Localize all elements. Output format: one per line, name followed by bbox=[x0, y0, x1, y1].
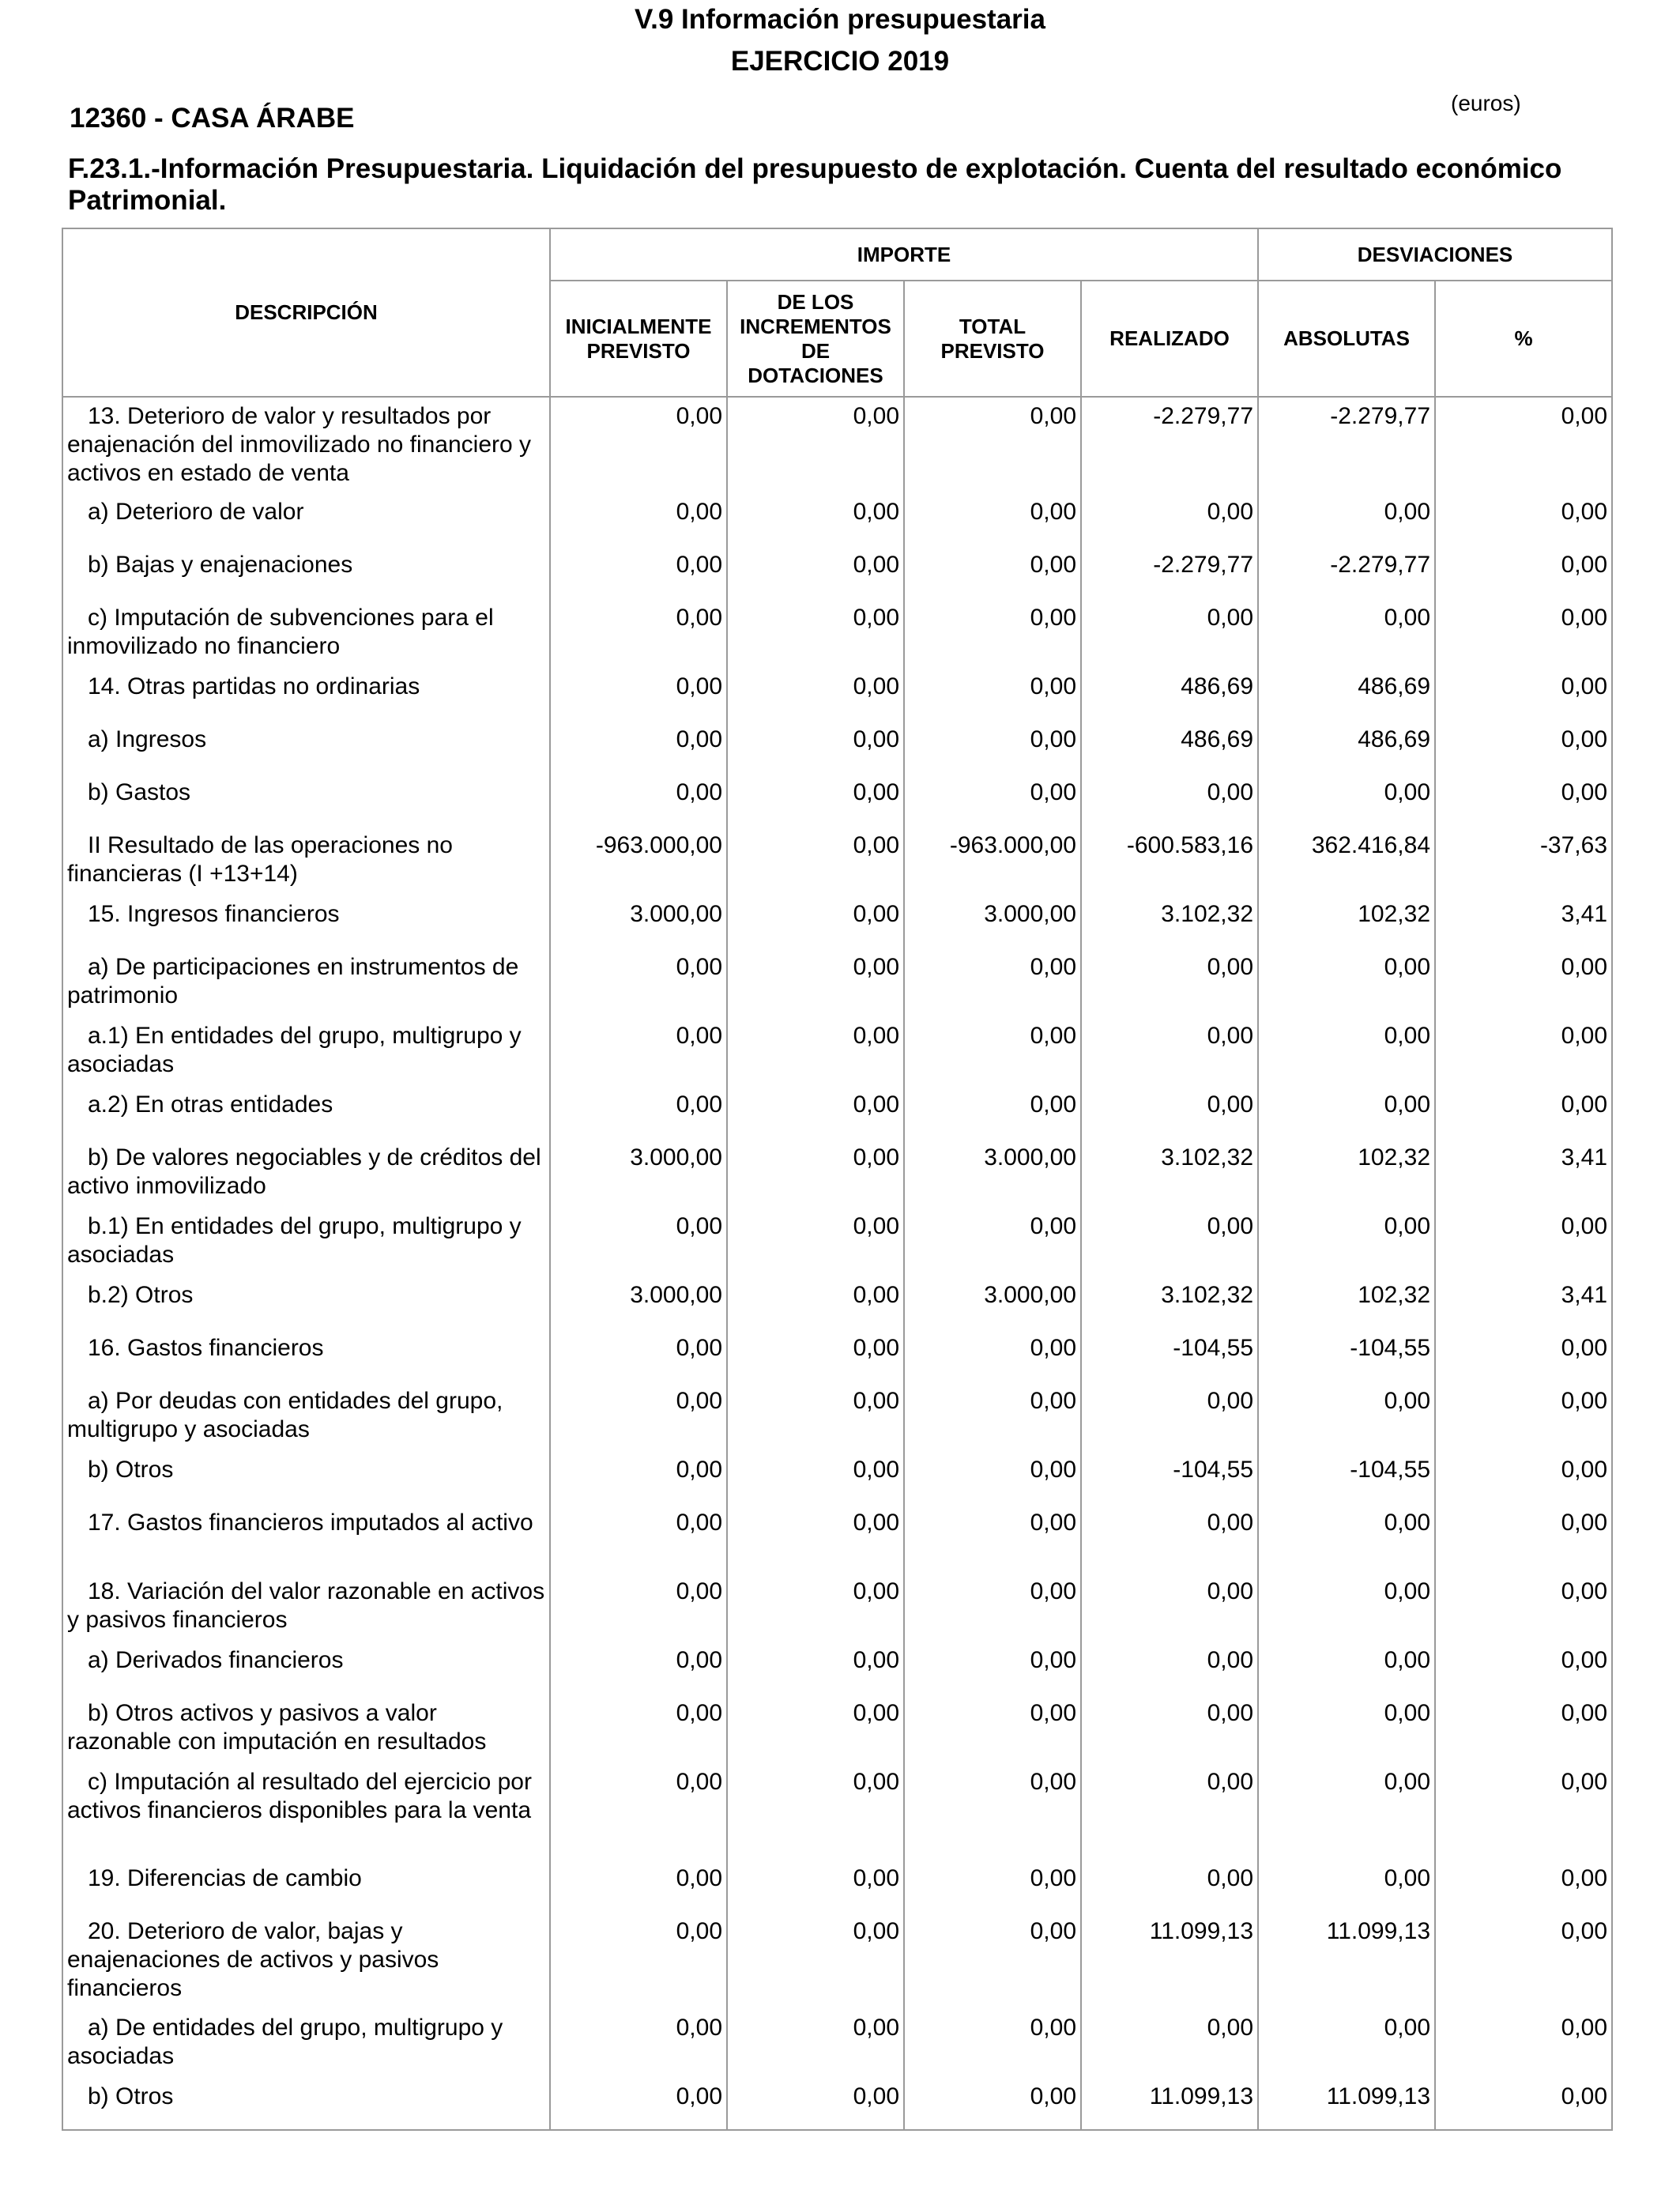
cell-porcentaje: 0,00 bbox=[1435, 1695, 1612, 1763]
cell-porcentaje: 0,00 bbox=[1435, 948, 1612, 1017]
cell-porcentaje: 0,00 bbox=[1435, 1763, 1612, 1860]
row-description: a) Por deudas con entidades del grupo, multigrupo y asociadas bbox=[62, 1382, 550, 1451]
row-description: a) Deterioro de valor bbox=[62, 493, 550, 546]
cell-porcentaje: 0,00 bbox=[1435, 1329, 1612, 1382]
cell-porcentaje: 0,00 bbox=[1435, 1573, 1612, 1642]
cell-inicialmente-previsto: 0,00 bbox=[550, 1763, 727, 1860]
row-description: 13. Deterioro de valor y resultados por enajenación del inmovilizado no financiero y activos en estado de venta bbox=[62, 397, 550, 493]
row-description: b) Otros bbox=[62, 2078, 550, 2130]
cell-absolutas: -2.279,77 bbox=[1258, 397, 1435, 493]
cell-incrementos: 0,00 bbox=[727, 397, 904, 493]
cell-absolutas: 0,00 bbox=[1258, 1695, 1435, 1763]
table-row bbox=[62, 1504, 1612, 1573]
cell-porcentaje: -37,63 bbox=[1435, 827, 1612, 895]
cell-porcentaje: 3,41 bbox=[1435, 1276, 1612, 1329]
cell-absolutas: 0,00 bbox=[1258, 1208, 1435, 1276]
cell-total-previsto: 0,00 bbox=[904, 1329, 1081, 1382]
cell-porcentaje: 0,00 bbox=[1435, 546, 1612, 599]
cell-absolutas: 102,32 bbox=[1258, 1139, 1435, 1208]
cell-incrementos: 0,00 bbox=[727, 1276, 904, 1329]
cell-realizado: 0,00 bbox=[1081, 774, 1258, 827]
cell-realizado: 11.099,13 bbox=[1081, 1913, 1258, 2009]
cell-total-previsto: 0,00 bbox=[904, 1763, 1081, 1860]
row-description: b) Bajas y enajenaciones bbox=[62, 546, 550, 599]
cell-inicialmente-previsto: 0,00 bbox=[550, 1086, 727, 1139]
cell-realizado: 486,69 bbox=[1081, 721, 1258, 774]
row-description: 15. Ingresos financieros bbox=[62, 895, 550, 948]
cell-incrementos: 0,00 bbox=[727, 895, 904, 948]
cell-inicialmente-previsto: 0,00 bbox=[550, 1017, 727, 1086]
cell-incrementos: 0,00 bbox=[727, 1451, 904, 1504]
cell-porcentaje: 0,00 bbox=[1435, 1451, 1612, 1504]
cell-total-previsto: 0,00 bbox=[904, 1913, 1081, 2009]
cell-incrementos: 0,00 bbox=[727, 1208, 904, 1276]
cell-absolutas: -104,55 bbox=[1258, 1451, 1435, 1504]
cell-incrementos: 0,00 bbox=[727, 1086, 904, 1139]
table-row bbox=[62, 1017, 1612, 1086]
cell-absolutas: 0,00 bbox=[1258, 1382, 1435, 1451]
cell-porcentaje: 3,41 bbox=[1435, 1139, 1612, 1208]
cell-absolutas: 0,00 bbox=[1258, 1017, 1435, 1086]
cell-incrementos: 0,00 bbox=[727, 948, 904, 1017]
cell-realizado: 0,00 bbox=[1081, 1573, 1258, 1642]
cell-inicialmente-previsto: 0,00 bbox=[550, 1208, 727, 1276]
cell-total-previsto: 3.000,00 bbox=[904, 1276, 1081, 1329]
row-description: c) Imputación al resultado del ejercicio por activos financieros disponibles para la venta bbox=[62, 1763, 550, 1860]
cell-absolutas: 11.099,13 bbox=[1258, 1913, 1435, 2009]
cell-realizado: 486,69 bbox=[1081, 668, 1258, 721]
cell-absolutas: 0,00 bbox=[1258, 1763, 1435, 1860]
cell-total-previsto: 0,00 bbox=[904, 948, 1081, 1017]
cell-absolutas: 362.416,84 bbox=[1258, 827, 1435, 895]
cell-porcentaje: 0,00 bbox=[1435, 1913, 1612, 2009]
cell-incrementos: 0,00 bbox=[727, 2009, 904, 2078]
cell-absolutas: 486,69 bbox=[1258, 721, 1435, 774]
table-row bbox=[62, 2078, 1612, 2130]
row-description: a) Derivados financieros bbox=[62, 1642, 550, 1695]
cell-total-previsto: 0,00 bbox=[904, 668, 1081, 721]
table-row bbox=[62, 1913, 1612, 2009]
cell-realizado: 0,00 bbox=[1081, 1382, 1258, 1451]
row-description: a.1) En entidades del grupo, multigrupo y asociadas bbox=[62, 1017, 550, 1086]
cell-porcentaje: 0,00 bbox=[1435, 1382, 1612, 1451]
cell-realizado: -104,55 bbox=[1081, 1329, 1258, 1382]
cell-inicialmente-previsto: 0,00 bbox=[550, 397, 727, 493]
section-title: V.9 Información presupuestaria bbox=[635, 4, 1045, 35]
cell-total-previsto: 3.000,00 bbox=[904, 895, 1081, 948]
cell-porcentaje: 0,00 bbox=[1435, 668, 1612, 721]
table-row bbox=[62, 721, 1612, 774]
col-header-inicialmente-previsto: INICIALMENTE PREVISTO bbox=[550, 281, 727, 397]
col-header-desviaciones: DESVIACIONES bbox=[1258, 228, 1612, 281]
cell-inicialmente-previsto: 0,00 bbox=[550, 599, 727, 668]
cell-porcentaje: 0,00 bbox=[1435, 1208, 1612, 1276]
cell-inicialmente-previsto: 0,00 bbox=[550, 1642, 727, 1695]
cell-absolutas: 0,00 bbox=[1258, 948, 1435, 1017]
row-description: 17. Gastos financieros imputados al activo bbox=[62, 1504, 550, 1573]
cell-inicialmente-previsto: -963.000,00 bbox=[550, 827, 727, 895]
cell-incrementos: 0,00 bbox=[727, 774, 904, 827]
table-row bbox=[62, 1139, 1612, 1208]
cell-absolutas: 11.099,13 bbox=[1258, 2078, 1435, 2130]
table-row bbox=[62, 1208, 1612, 1276]
cell-total-previsto: 0,00 bbox=[904, 1017, 1081, 1086]
cell-porcentaje: 0,00 bbox=[1435, 1642, 1612, 1695]
cell-realizado: 0,00 bbox=[1081, 1860, 1258, 1913]
cell-realizado: 0,00 bbox=[1081, 599, 1258, 668]
table-row bbox=[62, 668, 1612, 721]
cell-inicialmente-previsto: 0,00 bbox=[550, 774, 727, 827]
table-row bbox=[62, 1763, 1612, 1860]
cell-porcentaje: 0,00 bbox=[1435, 774, 1612, 827]
row-description: a) De participaciones en instrumentos de patrimonio bbox=[62, 948, 550, 1017]
cell-incrementos: 0,00 bbox=[727, 1573, 904, 1642]
table-row bbox=[62, 827, 1612, 895]
cell-absolutas: 0,00 bbox=[1258, 774, 1435, 827]
cell-total-previsto: 0,00 bbox=[904, 1642, 1081, 1695]
cell-incrementos: 0,00 bbox=[727, 668, 904, 721]
cell-total-previsto: 0,00 bbox=[904, 1504, 1081, 1573]
col-header-total-previsto: TOTAL PREVISTO bbox=[904, 281, 1081, 397]
cell-inicialmente-previsto: 0,00 bbox=[550, 1860, 727, 1913]
cell-incrementos: 0,00 bbox=[727, 493, 904, 546]
cell-inicialmente-previsto: 3.000,00 bbox=[550, 1276, 727, 1329]
table-row bbox=[62, 1860, 1612, 1913]
table-row bbox=[62, 895, 1612, 948]
cell-porcentaje: 0,00 bbox=[1435, 2078, 1612, 2130]
cell-absolutas: 0,00 bbox=[1258, 493, 1435, 546]
cell-absolutas: 0,00 bbox=[1258, 1860, 1435, 1913]
cell-inicialmente-previsto: 0,00 bbox=[550, 493, 727, 546]
cell-incrementos: 0,00 bbox=[727, 1860, 904, 1913]
table-body bbox=[62, 397, 1612, 2130]
col-header-importe: IMPORTE bbox=[550, 228, 1258, 281]
cell-inicialmente-previsto: 0,00 bbox=[550, 1504, 727, 1573]
cell-total-previsto: -963.000,00 bbox=[904, 827, 1081, 895]
cell-total-previsto: 0,00 bbox=[904, 599, 1081, 668]
row-description: 16. Gastos financieros bbox=[62, 1329, 550, 1382]
row-description: b) Gastos bbox=[62, 774, 550, 827]
cell-absolutas: 102,32 bbox=[1258, 1276, 1435, 1329]
col-header-incrementos: DE LOS INCREMENTOS DE DOTACIONES bbox=[727, 281, 904, 397]
col-header-porcentaje: % bbox=[1435, 281, 1612, 397]
cell-inicialmente-previsto: 0,00 bbox=[550, 1913, 727, 2009]
cell-porcentaje: 0,00 bbox=[1435, 397, 1612, 493]
table-header bbox=[62, 228, 1612, 397]
cell-inicialmente-previsto: 0,00 bbox=[550, 1382, 727, 1451]
cell-absolutas: 486,69 bbox=[1258, 668, 1435, 721]
cell-inicialmente-previsto: 0,00 bbox=[550, 2009, 727, 2078]
cell-realizado: -2.279,77 bbox=[1081, 546, 1258, 599]
table-row bbox=[62, 1329, 1612, 1382]
cell-realizado: 0,00 bbox=[1081, 1504, 1258, 1573]
cell-porcentaje: 0,00 bbox=[1435, 1017, 1612, 1086]
row-description: a) De entidades del grupo, multigrupo y asociadas bbox=[62, 2009, 550, 2078]
cell-inicialmente-previsto: 0,00 bbox=[550, 1695, 727, 1763]
cell-realizado: 0,00 bbox=[1081, 1086, 1258, 1139]
cell-incrementos: 0,00 bbox=[727, 2078, 904, 2130]
cell-porcentaje: 0,00 bbox=[1435, 2009, 1612, 2078]
cell-inicialmente-previsto: 0,00 bbox=[550, 1451, 727, 1504]
cell-realizado: -2.279,77 bbox=[1081, 397, 1258, 493]
cell-total-previsto: 0,00 bbox=[904, 1451, 1081, 1504]
exercise-title: EJERCICIO 2019 bbox=[730, 46, 950, 77]
table-row bbox=[62, 774, 1612, 827]
cell-realizado: 0,00 bbox=[1081, 493, 1258, 546]
cell-total-previsto: 0,00 bbox=[904, 1382, 1081, 1451]
cell-total-previsto: 0,00 bbox=[904, 1208, 1081, 1276]
cell-realizado: 0,00 bbox=[1081, 1208, 1258, 1276]
form-title: F.23.1.-Información Presupuestaria. Liquidación del presupuesto de explotación. Cuenta del resultado económico Patrimonial. bbox=[68, 153, 1562, 216]
cell-porcentaje: 0,00 bbox=[1435, 493, 1612, 546]
cell-total-previsto: 0,00 bbox=[904, 397, 1081, 493]
cell-absolutas: 102,32 bbox=[1258, 895, 1435, 948]
table-row bbox=[62, 493, 1612, 546]
row-description: b.1) En entidades del grupo, multigrupo y asociadas bbox=[62, 1208, 550, 1276]
entity-name: 12360 - CASA ÁRABE bbox=[70, 103, 355, 134]
row-description: 18. Variación del valor razonable en activos y pasivos financieros bbox=[62, 1573, 550, 1642]
cell-total-previsto: 0,00 bbox=[904, 1695, 1081, 1763]
col-header-descripcion: DESCRIPCIÓN bbox=[62, 228, 550, 397]
cell-incrementos: 0,00 bbox=[727, 1139, 904, 1208]
cell-realizado: 0,00 bbox=[1081, 1642, 1258, 1695]
cell-porcentaje: 0,00 bbox=[1435, 721, 1612, 774]
cell-incrementos: 0,00 bbox=[727, 1329, 904, 1382]
row-description: b.2) Otros bbox=[62, 1276, 550, 1329]
cell-realizado: 11.099,13 bbox=[1081, 2078, 1258, 2130]
budget-table bbox=[62, 228, 1613, 2131]
cell-total-previsto: 0,00 bbox=[904, 721, 1081, 774]
cell-absolutas: 0,00 bbox=[1258, 1642, 1435, 1695]
cell-total-previsto: 0,00 bbox=[904, 2009, 1081, 2078]
cell-inicialmente-previsto: 0,00 bbox=[550, 1329, 727, 1382]
row-description: a.2) En otras entidades bbox=[62, 1086, 550, 1139]
cell-absolutas: 0,00 bbox=[1258, 1086, 1435, 1139]
cell-incrementos: 0,00 bbox=[727, 1913, 904, 2009]
row-description: 14. Otras partidas no ordinarias bbox=[62, 668, 550, 721]
cell-total-previsto: 0,00 bbox=[904, 1860, 1081, 1913]
cell-realizado: 0,00 bbox=[1081, 1763, 1258, 1860]
cell-incrementos: 0,00 bbox=[727, 721, 904, 774]
cell-total-previsto: 0,00 bbox=[904, 493, 1081, 546]
cell-realizado: -600.583,16 bbox=[1081, 827, 1258, 895]
cell-total-previsto: 0,00 bbox=[904, 1573, 1081, 1642]
row-description: 20. Deterioro de valor, bajas y enajenaciones de activos y pasivos financieros bbox=[62, 1913, 550, 2009]
cell-absolutas: 0,00 bbox=[1258, 599, 1435, 668]
cell-porcentaje: 0,00 bbox=[1435, 599, 1612, 668]
table-row bbox=[62, 397, 1612, 493]
cell-inicialmente-previsto: 0,00 bbox=[550, 948, 727, 1017]
cell-realizado: 0,00 bbox=[1081, 1017, 1258, 1086]
cell-inicialmente-previsto: 3.000,00 bbox=[550, 895, 727, 948]
table-row bbox=[62, 1451, 1612, 1504]
col-header-absolutas: ABSOLUTAS bbox=[1258, 281, 1435, 397]
cell-total-previsto: 0,00 bbox=[904, 546, 1081, 599]
cell-porcentaje: 0,00 bbox=[1435, 1086, 1612, 1139]
table-row bbox=[62, 1382, 1612, 1451]
cell-realizado: 0,00 bbox=[1081, 948, 1258, 1017]
units-label: (euros) bbox=[1451, 91, 1521, 115]
col-header-realizado: REALIZADO bbox=[1081, 281, 1258, 397]
cell-porcentaje: 0,00 bbox=[1435, 1860, 1612, 1913]
cell-realizado: 3.102,32 bbox=[1081, 1139, 1258, 1208]
cell-incrementos: 0,00 bbox=[727, 1763, 904, 1860]
cell-inicialmente-previsto: 0,00 bbox=[550, 1573, 727, 1642]
cell-realizado: 3.102,32 bbox=[1081, 1276, 1258, 1329]
cell-inicialmente-previsto: 3.000,00 bbox=[550, 1139, 727, 1208]
row-description: b) Otros activos y pasivos a valor razonable con imputación en resultados bbox=[62, 1695, 550, 1763]
cell-inicialmente-previsto: 0,00 bbox=[550, 721, 727, 774]
cell-total-previsto: 3.000,00 bbox=[904, 1139, 1081, 1208]
cell-realizado: 3.102,32 bbox=[1081, 895, 1258, 948]
table-row bbox=[62, 1695, 1612, 1763]
cell-incrementos: 0,00 bbox=[727, 1017, 904, 1086]
cell-incrementos: 0,00 bbox=[727, 1382, 904, 1451]
table-row bbox=[62, 1642, 1612, 1695]
cell-absolutas: 0,00 bbox=[1258, 1504, 1435, 1573]
table-row bbox=[62, 948, 1612, 1017]
cell-absolutas: -2.279,77 bbox=[1258, 546, 1435, 599]
table-row bbox=[62, 1276, 1612, 1329]
cell-realizado: 0,00 bbox=[1081, 1695, 1258, 1763]
cell-total-previsto: 0,00 bbox=[904, 774, 1081, 827]
cell-absolutas: 0,00 bbox=[1258, 1573, 1435, 1642]
row-description: c) Imputación de subvenciones para el inmovilizado no financiero bbox=[62, 599, 550, 668]
cell-incrementos: 0,00 bbox=[727, 827, 904, 895]
cell-inicialmente-previsto: 0,00 bbox=[550, 2078, 727, 2130]
cell-inicialmente-previsto: 0,00 bbox=[550, 668, 727, 721]
cell-total-previsto: 0,00 bbox=[904, 2078, 1081, 2130]
row-description: 19. Diferencias de cambio bbox=[62, 1860, 550, 1913]
cell-incrementos: 0,00 bbox=[727, 546, 904, 599]
row-description: b) De valores negociables y de créditos del activo inmovilizado bbox=[62, 1139, 550, 1208]
cell-incrementos: 0,00 bbox=[727, 1642, 904, 1695]
cell-inicialmente-previsto: 0,00 bbox=[550, 546, 727, 599]
cell-realizado: 0,00 bbox=[1081, 2009, 1258, 2078]
cell-absolutas: 0,00 bbox=[1258, 2009, 1435, 2078]
table-row bbox=[62, 2009, 1612, 2078]
row-description: a) Ingresos bbox=[62, 721, 550, 774]
row-description: II Resultado de las operaciones no financieras (I +13+14) bbox=[62, 827, 550, 895]
table-row bbox=[62, 546, 1612, 599]
table-row bbox=[62, 599, 1612, 668]
table-row bbox=[62, 1086, 1612, 1139]
cell-total-previsto: 0,00 bbox=[904, 1086, 1081, 1139]
cell-incrementos: 0,00 bbox=[727, 599, 904, 668]
cell-realizado: -104,55 bbox=[1081, 1451, 1258, 1504]
cell-absolutas: -104,55 bbox=[1258, 1329, 1435, 1382]
table-row bbox=[62, 1573, 1612, 1642]
cell-incrementos: 0,00 bbox=[727, 1695, 904, 1763]
cell-porcentaje: 3,41 bbox=[1435, 895, 1612, 948]
row-description: b) Otros bbox=[62, 1451, 550, 1504]
cell-incrementos: 0,00 bbox=[727, 1504, 904, 1573]
cell-porcentaje: 0,00 bbox=[1435, 1504, 1612, 1573]
